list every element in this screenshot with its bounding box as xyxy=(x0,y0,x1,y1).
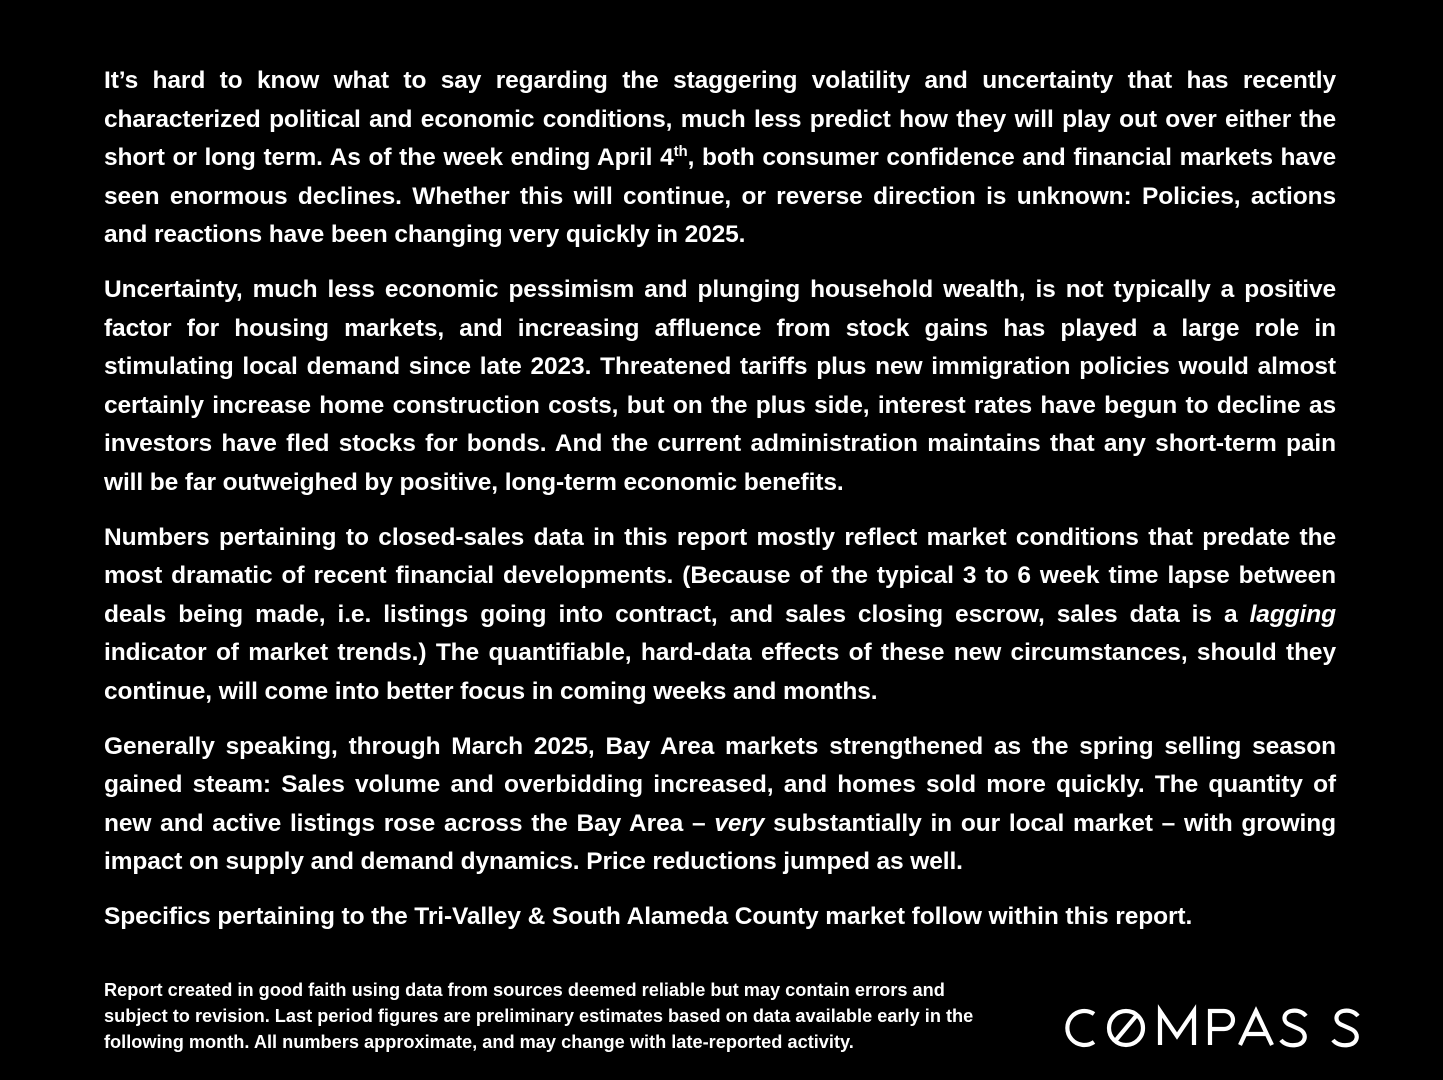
paragraph-volatility xyxy=(104,62,1336,255)
paragraph-closed-sales xyxy=(104,519,1336,712)
italic-very: very xyxy=(714,809,765,837)
compass-logo-icon xyxy=(1060,1002,1366,1054)
italic-lagging: lagging xyxy=(1249,600,1336,628)
paragraph-market-summary-part-2: substantially in our local market – with growing impact on supply and demand dynamics. Price reductions jumped as well. xyxy=(104,809,1336,876)
paragraph-volatility-part-2: , both consumer confidence and financial markets have seen enormous declines. Whether this will continue, or reverse direction is unknown: Policies, actions and reactions have been changing very quickly in 2025. xyxy=(104,144,1336,249)
paragraph-closed-sales-part-2: indicator of market trends.) The quantifiable, hard-data effects of these new circumstances, should they continue, will come into better focus in coming weeks and months. xyxy=(104,639,1336,705)
paragraph-market-summary xyxy=(104,728,1336,882)
disclaimer-text: Report created in good faith using data from sources deemed reliable but may contain errors and subject to revision. Last period figures are preliminary estimates based on data available early in the following month. All numbers approximate, and may change with late-reported activity. xyxy=(104,980,974,1052)
ordinal-superscript: th xyxy=(673,143,688,161)
compass-logo xyxy=(1060,1002,1366,1054)
paragraph-market-summary-part-1: Generally speaking, through March 2025, Bay Area markets strengthened as the spring selling season gained steam: Sales volume and overbidding increased, and homes sold more quickly. The quantity of new and active listings rose across the Bay Area – xyxy=(104,732,1336,837)
report-intro-text xyxy=(104,62,1336,952)
paragraph-volatility-part-1: It’s hard to know what to say regarding the staggering volatility and uncertainty that has recently characterized political and economic conditions, much less predict how they will play out over either the short or long term. As of the week ending April 4 xyxy=(104,67,1336,172)
paragraph-specifics: Specifics pertaining to the Tri-Valley & South Alameda County market follow within this report. xyxy=(104,902,1193,930)
paragraph-closed-sales-part-1: Numbers pertaining to closed-sales data in this report mostly reflect market conditions that predate the most dramatic of recent financial developments. (Because of the typical 3 to 6 week time lapse between deals being made, i.e. listings going into contract, and sales closing escrow, sales data is a xyxy=(104,523,1336,628)
paragraph-uncertainty: Uncertainty, much less economic pessimism and plunging household wealth, is not typically a positive factor for housing markets, and increasing affluence from stock gains has played a large role in stimulating local demand since late 2023. Threatened tariffs plus new immigration policies would almost certainly increase home construction costs, but on the plus side, interest rates have begun to decline as investors have fled stocks for bonds. And the current administration maintains that any short-term pain will be far outweighed by positive, long-term economic benefits. xyxy=(104,275,1336,496)
